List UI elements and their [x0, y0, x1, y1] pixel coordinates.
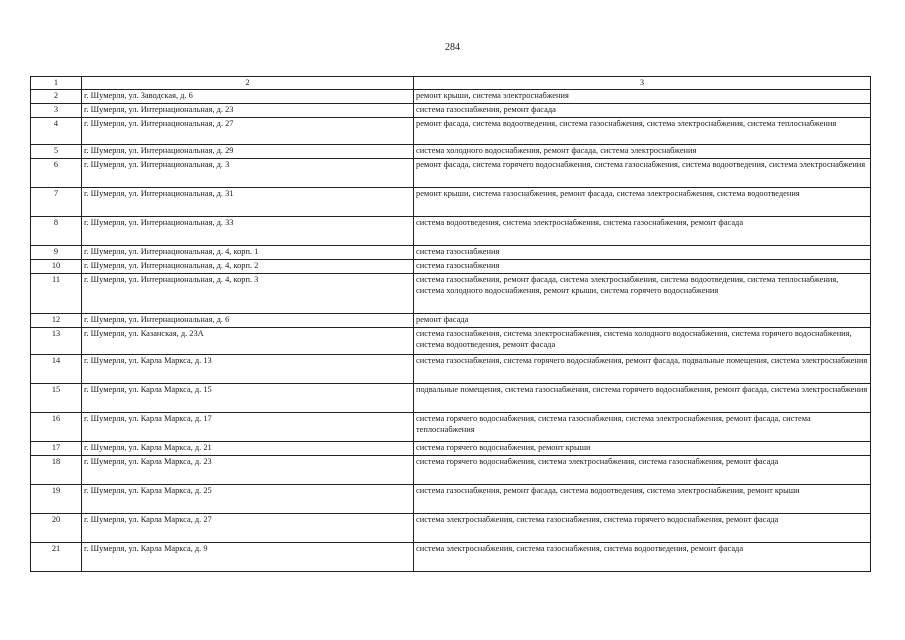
row-works: система водоотведения, система электроснабжения, система газоснабжения, ремонт фасада	[414, 217, 871, 246]
row-number: 14	[31, 355, 82, 384]
row-address: г. Шумерля, ул. Карла Маркса, д. 13	[82, 355, 414, 384]
table-row	[31, 159, 871, 188]
row-address: г. Шумерля, ул. Карла Маркса, д. 27	[82, 514, 414, 543]
row-number: 19	[31, 485, 82, 514]
row-number: 2	[31, 90, 82, 104]
row-number: 5	[31, 145, 82, 159]
row-works: система холодного водоснабжения, ремонт фасада, система электроснабжения	[414, 145, 871, 159]
row-address: г. Шумерля, ул. Интернациональная, д. 3	[82, 159, 414, 188]
row-number: 16	[31, 413, 82, 442]
row-number: 6	[31, 159, 82, 188]
row-number: 12	[31, 314, 82, 328]
table-row	[31, 188, 871, 217]
row-number: 3	[31, 104, 82, 118]
row-works: система электроснабжения, система газоснабжения, система водоотведения, ремонт фасада	[414, 543, 871, 572]
header-col-2: 2	[82, 77, 414, 90]
row-address: г. Шумерля, ул. Интернациональная, д. 31	[82, 188, 414, 217]
row-works: ремонт крыши, система газоснабжения, ремонт фасада, система электроснабжения, система водоотведения	[414, 188, 871, 217]
row-address: г. Шумерля, ул. Казанская, д. 23А	[82, 328, 414, 355]
table-row	[31, 355, 871, 384]
row-number: 10	[31, 260, 82, 274]
row-address: г. Шумерля, ул. Карла Маркса, д. 23	[82, 456, 414, 485]
row-address: г. Шумерля, ул. Карла Маркса, д. 21	[82, 442, 414, 456]
table-row	[31, 145, 871, 159]
table-row	[31, 260, 871, 274]
row-address: г. Шумерля, ул. Интернациональная, д. 4, корп. 2	[82, 260, 414, 274]
row-works: система горячего водоснабжения, система электроснабжения, система газоснабжения, ремонт фасада	[414, 456, 871, 485]
table-row	[31, 456, 871, 485]
row-works: ремонт крыши, система электроснабжения	[414, 90, 871, 104]
table-row	[31, 104, 871, 118]
row-number: 4	[31, 118, 82, 145]
row-number: 13	[31, 328, 82, 355]
row-address: г. Шумерля, ул. Карла Маркса, д. 15	[82, 384, 414, 413]
table-row	[31, 90, 871, 104]
row-works: ремонт фасада, система водоотведения, система газоснабжения, система электроснабжения, система теплоснабжения	[414, 118, 871, 145]
table-row	[31, 413, 871, 442]
row-address: г. Шумерля, ул. Интернациональная, д. 33	[82, 217, 414, 246]
row-address: г. Шумерля, ул. Интернациональная, д. 4, корп. 3	[82, 274, 414, 314]
table-row	[31, 442, 871, 456]
row-address: г. Шумерля, ул. Заводская, д. 6	[82, 90, 414, 104]
row-address: г. Шумерля, ул. Карла Маркса, д. 17	[82, 413, 414, 442]
row-works: ремонт фасада, система горячего водоснабжения, система газоснабжения, система водоотведения, система электроснабжения	[414, 159, 871, 188]
row-works: система газоснабжения, ремонт фасада	[414, 104, 871, 118]
row-address: г. Шумерля, ул. Интернациональная, д. 6	[82, 314, 414, 328]
row-number: 8	[31, 217, 82, 246]
row-works: система газоснабжения, система горячего водоснабжения, ремонт фасада, подвальные помещения, система электроснабжения	[414, 355, 871, 384]
table-row	[31, 328, 871, 355]
row-number: 9	[31, 246, 82, 260]
table-header-row	[31, 77, 871, 90]
header-col-3: 3	[414, 77, 871, 90]
row-number: 20	[31, 514, 82, 543]
row-works: система газоснабжения	[414, 246, 871, 260]
row-number: 17	[31, 442, 82, 456]
table-row	[31, 384, 871, 413]
table-row	[31, 314, 871, 328]
row-works: система газоснабжения	[414, 260, 871, 274]
table-row	[31, 485, 871, 514]
row-address: г. Шумерля, ул. Интернациональная, д. 29	[82, 145, 414, 159]
table-row	[31, 514, 871, 543]
works-table	[30, 76, 871, 572]
table-row	[31, 246, 871, 260]
row-works: ремонт фасада	[414, 314, 871, 328]
row-number: 18	[31, 456, 82, 485]
row-works: система горячего водоснабжения, система газоснабжения, система электроснабжения, ремонт фасада, система теплоснабжения	[414, 413, 871, 442]
row-address: г. Шумерля, ул. Карла Маркса, д. 9	[82, 543, 414, 572]
row-works: система газоснабжения, система электроснабжения, система холодного водоснабжения, система горячего водоснабжения, система водоотведения, ремонт фасада	[414, 328, 871, 355]
header-col-1: 1	[31, 77, 82, 90]
row-number: 21	[31, 543, 82, 572]
row-number: 7	[31, 188, 82, 217]
table-row	[31, 217, 871, 246]
row-address: г. Шумерля, ул. Интернациональная, д. 27	[82, 118, 414, 145]
table-row	[31, 118, 871, 145]
row-address: г. Шумерля, ул. Интернациональная, д. 4, корп. 1	[82, 246, 414, 260]
row-works: подвальные помещения, система газоснабжения, система горячего водоснабжения, ремонт фасада, система электроснабжения	[414, 384, 871, 413]
row-number: 15	[31, 384, 82, 413]
row-works: система горячего водоснабжения, ремонт крыши	[414, 442, 871, 456]
row-works: система газоснабжения, ремонт фасада, система водоотведения, система электроснабжения, ремонт крыши	[414, 485, 871, 514]
table-row	[31, 274, 871, 314]
table-row	[31, 543, 871, 572]
row-works: система электроснабжения, система газоснабжения, система горячего водоснабжения, ремонт фасада	[414, 514, 871, 543]
row-works: система газоснабжения, ремонт фасада, система электроснабжения, система водоотведения, система теплоснабжения, система холодного водоснабжения, ремонт крыши, система горячего водоснабжения	[414, 274, 871, 314]
page-number: 284	[445, 42, 460, 53]
row-address: г. Шумерля, ул. Карла Маркса, д. 25	[82, 485, 414, 514]
row-number: 11	[31, 274, 82, 314]
row-address: г. Шумерля, ул. Интернациональная, д. 23	[82, 104, 414, 118]
